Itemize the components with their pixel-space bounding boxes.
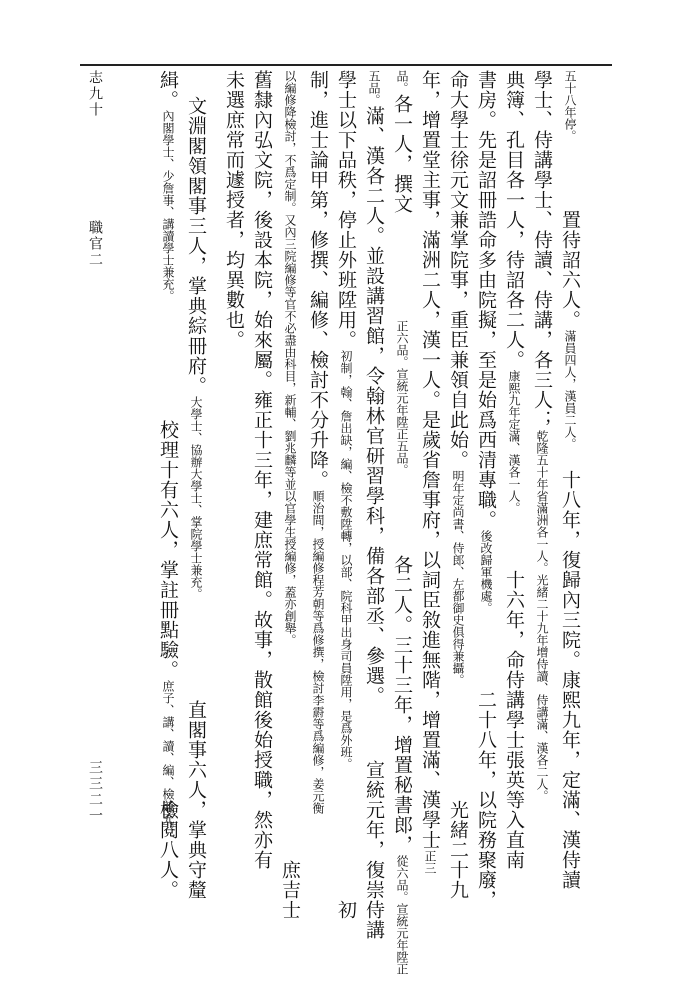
column-text: 初 — [335, 900, 357, 920]
column-note: 初制，翰、詹出缺，編、檢不敷陞轉，以部、院科甲出身司員陞用，是爲外班。 — [339, 350, 353, 770]
column-note: 五品。 — [367, 70, 381, 106]
chapter-label: 志九十 — [87, 70, 103, 118]
column-text: 學士、侍講學士、侍讀、侍講，各三人； — [531, 70, 553, 430]
text-column — [389, 555, 415, 975]
column-text: 十八年，復歸內三院。康熙九年，定滿、漢侍讀 — [559, 470, 581, 890]
column-text: 庶吉士 — [279, 860, 301, 920]
column-text: 校理十有六人，掌註冊點驗。 — [157, 420, 179, 680]
column-note: 庶子、講、讀、編、檢兼充。 — [161, 680, 175, 836]
text-column — [501, 570, 527, 870]
column-note: 正三 — [423, 850, 437, 874]
text-column — [445, 800, 471, 900]
column-note: 大學士、協辦大學士、掌院學士兼充。 — [189, 396, 203, 600]
column-text: 十六年，命侍講學士張英等入直南 — [503, 570, 525, 870]
text-column — [473, 690, 499, 910]
text-column — [529, 70, 555, 802]
column-text: 各一人，撰文 — [391, 94, 413, 214]
section-label: 職官二 — [87, 220, 103, 268]
text-column — [473, 70, 499, 614]
column-text: 各二人。三十三年，增置秘書郎， — [391, 555, 413, 855]
text-column — [333, 900, 359, 920]
column-note: 五十八年停。 — [563, 70, 577, 142]
top-rule — [80, 64, 612, 66]
column-text: 書房。先是詔冊誥命多由院擬，至是始爲西清專職。 — [475, 70, 497, 530]
column-text: 文淵閣領閣事三人，掌典綜冊府。 — [185, 96, 207, 396]
column-note: 正六品。宣統元年陞正五品。 — [395, 320, 409, 476]
column-note: 從六品。宣統元年陞正 — [395, 855, 409, 975]
text-column — [557, 210, 583, 450]
text-column — [557, 70, 583, 142]
column-text: 宣統元年，復崇侍講 — [363, 760, 385, 940]
column-note: 品。 — [395, 70, 409, 94]
column-note: 順治間，授編修程芳朝等爲修撰，檢討李霨等爲編修，姜元衡 — [311, 490, 325, 814]
text-column — [361, 760, 387, 940]
column-note: 以編修降檢討，不爲定制。又內三院編修等官不必盡由科目，新輔、劉兆麟等並以官學生授編修，蓋亦創舉。 — [283, 70, 297, 646]
text-column — [183, 96, 209, 600]
column-note: 明年定尚書、侍郎、左都御史俱得兼攝。 — [451, 470, 465, 686]
text-column — [389, 70, 415, 214]
text-column — [389, 320, 415, 476]
column-text: 舊隸內弘文院，後設本院，始來屬。雍正十三年，建庶常館。故事，散館後始授職，然亦有 — [251, 70, 273, 870]
text-column — [277, 70, 303, 646]
text-column — [155, 70, 181, 302]
text-column — [417, 70, 443, 874]
column-text: 學士以下品秩，停止外班陞用。 — [335, 70, 357, 350]
page-number: 三三二一 — [87, 760, 103, 824]
column-text: 命大學士徐元文兼掌院事，重臣兼領自此始。 — [447, 70, 469, 470]
column-note: 乾隆五十年省滿洲各一人。光緒二十九年增侍讀、侍講滿、漢各二人。 — [535, 430, 549, 802]
column-text: 檢閱八人。 — [157, 800, 179, 900]
column-text: 制，進士論甲第，修撰、編修、檢討不分升降。 — [307, 70, 329, 490]
column-note: 內閣學士、少詹事、講讀學士兼充。 — [161, 110, 175, 302]
text-column — [333, 70, 359, 770]
column-note: 滿員四人，漢員二人。 — [563, 330, 577, 450]
text-column — [501, 70, 527, 514]
column-text: 光緒二十九 — [447, 800, 469, 900]
column-text: 直閣事六人，掌典守釐 — [185, 700, 207, 900]
column-note: 康熙九年定滿、漢各一人。 — [507, 370, 521, 514]
text-column — [155, 420, 181, 836]
text-column — [445, 70, 471, 686]
text-column — [155, 800, 181, 900]
column-text: 緝。 — [157, 70, 179, 110]
text-column — [183, 700, 209, 900]
text-column — [277, 860, 303, 920]
column-note: 後改歸軍機處。 — [479, 530, 493, 614]
column-text: 置待詔六人。 — [559, 210, 581, 330]
column-text: 未選庶常而遽授者，均異數也。 — [223, 70, 245, 350]
text-column — [221, 70, 247, 350]
text-column — [557, 470, 583, 890]
column-text: 典簿、孔目各一人，待詔各二人。 — [503, 70, 525, 370]
text-column — [361, 70, 387, 706]
column-text: 滿、漢各二人。並設講習館，令翰林官研習學科，備各部丞、參選。 — [363, 106, 385, 706]
column-text: 二十八年，以院務聚廢， — [475, 690, 497, 910]
text-column — [305, 70, 331, 814]
text-column — [249, 70, 275, 870]
column-text: 年，增置堂主事，滿洲二人，漢一人。是歲省詹事府，以詞臣敘進無階，增置滿、漢學士 — [419, 70, 441, 850]
